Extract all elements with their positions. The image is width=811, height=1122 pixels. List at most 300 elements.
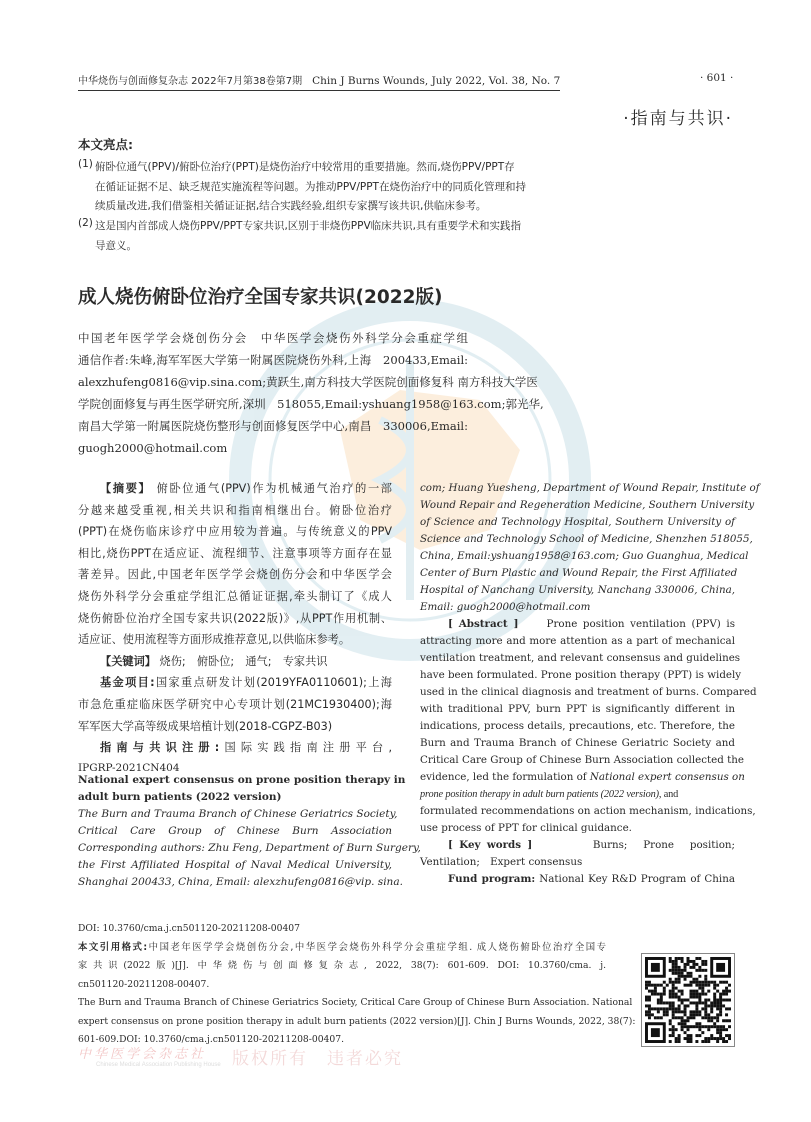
qr-module bbox=[669, 1001, 672, 1004]
qr-module bbox=[692, 996, 695, 999]
qr-module bbox=[725, 993, 728, 996]
qr-module bbox=[648, 990, 651, 993]
english-abstract-line bbox=[420, 786, 735, 803]
abstract-text: evidence, led the formulation of bbox=[420, 771, 590, 783]
qr-module bbox=[725, 1019, 728, 1022]
qr-module bbox=[698, 966, 701, 969]
qr-module bbox=[701, 990, 704, 993]
fund-line-group bbox=[78, 694, 392, 737]
qr-module bbox=[704, 1025, 707, 1028]
qr-module bbox=[675, 996, 678, 999]
qr-module bbox=[722, 1025, 725, 1028]
qr-module bbox=[689, 1025, 692, 1028]
qr-module bbox=[719, 1031, 722, 1034]
qr-module bbox=[692, 966, 695, 969]
english-abstract-line: with traditional PPV, burn PPT is significantly different in bbox=[420, 703, 735, 715]
qr-module bbox=[678, 1022, 681, 1025]
qr-module bbox=[687, 1004, 690, 1007]
qr-module bbox=[719, 1028, 722, 1031]
english-abstract-line: indications, process details, precautions, etc. Therefore, the bbox=[420, 720, 735, 732]
abstract-cn-line: 烧伤俯卧位治疗全国专家共识(2022版)》,从PPT作用机制、 bbox=[78, 611, 392, 625]
qr-module bbox=[725, 981, 728, 984]
qr-module bbox=[728, 990, 731, 993]
qr-module bbox=[713, 1037, 716, 1040]
qr-module bbox=[719, 1013, 722, 1016]
qr-module bbox=[687, 960, 690, 963]
author-line: alexzhufeng0816@vip.sina.com;黄跃生,南方科技大学医院创面修复科 南方科技大学医 bbox=[78, 375, 538, 389]
qr-module bbox=[645, 1013, 648, 1016]
qr-module bbox=[722, 1004, 725, 1007]
qr-module bbox=[695, 969, 698, 972]
qr-module bbox=[713, 1001, 716, 1004]
highlight-line: 俯卧位通气(PPV)/俯卧位治疗(PPT)是烧伤治疗中较常用的重要措施。然而,烧伤PPV/PPT存 bbox=[95, 161, 515, 173]
qr-module bbox=[695, 1013, 698, 1016]
cite-en-line: The Burn and Trauma Branch of Chinese Geriatrics Society, Critical Care Group of Chinese Burn Association. National bbox=[78, 997, 633, 1008]
qr-module bbox=[689, 966, 692, 969]
qr-module bbox=[663, 1010, 666, 1013]
qr-module bbox=[692, 1001, 695, 1004]
qr-module bbox=[722, 1019, 725, 1022]
qr-module bbox=[681, 990, 684, 993]
qr-module bbox=[675, 1040, 678, 1043]
qr-module bbox=[716, 1037, 719, 1040]
running-header bbox=[78, 72, 560, 91]
qr-module bbox=[701, 984, 704, 987]
qr-module bbox=[672, 1025, 675, 1028]
qr-module bbox=[672, 987, 675, 990]
qr-module bbox=[654, 987, 657, 990]
qr-module bbox=[689, 1037, 692, 1040]
qr-module bbox=[692, 981, 695, 984]
qr-module bbox=[675, 957, 678, 960]
qr-module bbox=[716, 1016, 719, 1019]
qr-module bbox=[669, 990, 672, 993]
guideline-title-italic: prone position therapy in adult burn patients (2022 version) bbox=[420, 789, 659, 800]
qr-module bbox=[728, 1019, 731, 1022]
qr-module bbox=[704, 1040, 707, 1043]
highlight-item bbox=[78, 217, 521, 256]
qr-module bbox=[687, 1037, 690, 1040]
qr-module bbox=[695, 993, 698, 996]
qr-module bbox=[722, 993, 725, 996]
qr-module bbox=[707, 990, 710, 993]
qr-module bbox=[678, 999, 681, 1002]
qr-module bbox=[707, 1040, 710, 1043]
qr-module bbox=[654, 990, 657, 993]
qr-module bbox=[701, 1007, 704, 1010]
qr-module bbox=[678, 1004, 681, 1007]
qr-module bbox=[684, 1022, 687, 1025]
qr-module bbox=[698, 996, 701, 999]
qr-module bbox=[725, 990, 728, 993]
qr-module bbox=[684, 975, 687, 978]
qr-module bbox=[704, 1001, 707, 1004]
qr-module bbox=[654, 1007, 657, 1010]
english-abstract-first-line bbox=[420, 616, 735, 633]
qr-module bbox=[684, 978, 687, 981]
qr-module bbox=[678, 1034, 681, 1037]
qr-module bbox=[666, 984, 669, 987]
qr-module bbox=[689, 972, 692, 975]
qr-module bbox=[719, 1034, 722, 1037]
qr-module bbox=[675, 1010, 678, 1013]
qr-module bbox=[695, 1001, 698, 1004]
qr-module bbox=[687, 972, 690, 975]
qr-module bbox=[692, 1025, 695, 1028]
qr-module bbox=[681, 1019, 684, 1022]
qr-module bbox=[663, 1001, 666, 1004]
qr-module bbox=[648, 981, 651, 984]
abstract-cn-line: 相比,烧伤PPT在适应证、流程细节、注意事项等方面存在显 bbox=[78, 546, 392, 560]
qr-module bbox=[669, 981, 672, 984]
qr-module bbox=[681, 960, 684, 963]
english-abstract-line: ventilation treatment, and relevant consensus and guidelines bbox=[420, 652, 741, 664]
qr-module bbox=[719, 1037, 722, 1040]
english-title-block bbox=[78, 772, 421, 891]
qr-module bbox=[707, 981, 710, 984]
qr-module bbox=[672, 960, 675, 963]
qr-module bbox=[689, 990, 692, 993]
qr-module bbox=[672, 963, 675, 966]
qr-module bbox=[713, 1004, 716, 1007]
qr-module bbox=[728, 1025, 731, 1028]
english-author-line: Center of Burn Plastic and Wound Repair, the First Affiliated bbox=[420, 567, 738, 579]
qr-module bbox=[654, 993, 657, 996]
highlight-line-group bbox=[95, 158, 526, 217]
qr-module bbox=[672, 1010, 675, 1013]
qr-module bbox=[657, 984, 660, 987]
qr-module bbox=[645, 1004, 648, 1007]
english-author-line: Hospital of Nanchang University, Nanchang 330006, China, bbox=[420, 584, 735, 596]
qr-module bbox=[701, 969, 704, 972]
qr-module bbox=[695, 984, 698, 987]
qr-module bbox=[701, 960, 704, 963]
english-abstract-text: Prone position ventilation (PPV) is bbox=[546, 618, 735, 630]
qr-module bbox=[663, 1007, 666, 1010]
qr-module bbox=[678, 957, 681, 960]
qr-module bbox=[704, 1016, 707, 1019]
cite-text: 中国老年医学学会烧创伤分会,中华医学会烧伤外科学分会重症学组. 成人烧伤俯卧位治疗全国专 bbox=[147, 941, 607, 953]
highlight-line: 这是国内首部成人烧伤PPV/PPT专家共识,区别于非烧伤PPV临床共识,具有重要学术和实践指 bbox=[95, 220, 521, 232]
qr-module bbox=[651, 1013, 654, 1016]
qr-module bbox=[672, 1034, 675, 1037]
qr-module bbox=[669, 1028, 672, 1031]
qr-module bbox=[675, 1037, 678, 1040]
qr-module bbox=[692, 1013, 695, 1016]
qr-module bbox=[719, 1001, 722, 1004]
author-line: 南昌大学第一附属医院烧伤整形与创面修复医学中心,南昌 330006,Email: bbox=[78, 419, 468, 433]
qr-module bbox=[657, 1007, 660, 1010]
qr-module bbox=[660, 1001, 663, 1004]
fund-line: 军军医大学高等级成果培植计划(2018-CGPZ-B03) bbox=[78, 719, 333, 733]
english-keywords-text: Ventilation; Expert consensus bbox=[420, 856, 583, 868]
english-author-line: com; Huang Yuesheng, Department of Wound Repair, Institute of bbox=[420, 482, 760, 494]
keywords-cn bbox=[78, 651, 392, 673]
qr-module bbox=[657, 999, 660, 1002]
english-author-line: Critical Care Group of Chinese Burn Association bbox=[78, 825, 392, 837]
qr-module bbox=[669, 1004, 672, 1007]
qr-module bbox=[672, 1007, 675, 1010]
qr-module bbox=[645, 1010, 648, 1013]
highlight-line: 导意义。 bbox=[95, 239, 137, 252]
qr-module bbox=[710, 1004, 713, 1007]
qr-module bbox=[675, 1016, 678, 1019]
english-keywords-label: [ Key words ] bbox=[448, 839, 533, 851]
qr-module bbox=[689, 960, 692, 963]
qr-module bbox=[675, 1028, 678, 1031]
cite-cn-line: 家共识(2022版)[J]. 中华烧伤与创面修复杂志, 2022, 38(7): 601-609. DOI: 10.3760/cma. j. bbox=[78, 960, 606, 971]
qr-module bbox=[716, 1028, 719, 1031]
qr-module bbox=[678, 1040, 681, 1043]
qr-module bbox=[681, 993, 684, 996]
qr-module bbox=[719, 1004, 722, 1007]
highlight-item bbox=[78, 158, 526, 217]
qr-module bbox=[684, 1037, 687, 1040]
qr-module bbox=[669, 1022, 672, 1025]
qr-module bbox=[678, 972, 681, 975]
qr-module bbox=[675, 978, 678, 981]
qr-module bbox=[672, 993, 675, 996]
qr-module bbox=[704, 975, 707, 978]
qr-module bbox=[698, 1001, 701, 1004]
qr-module bbox=[695, 1010, 698, 1013]
qr-module bbox=[663, 993, 666, 996]
qr-module bbox=[687, 1034, 690, 1037]
english-title-line-group bbox=[78, 772, 406, 806]
qr-module bbox=[645, 981, 648, 984]
english-abstract-column bbox=[420, 480, 760, 888]
abstract-text: , and bbox=[658, 789, 679, 800]
qr-module bbox=[719, 993, 722, 996]
qr-module bbox=[660, 993, 663, 996]
abstract-cn-line: 著差异。因此,中国老年医学学会烧创伤分会和中华医学会 bbox=[78, 568, 392, 582]
qr-module bbox=[648, 1016, 651, 1019]
qr-module bbox=[695, 981, 698, 984]
qr-module bbox=[687, 984, 690, 987]
page-number: · 601 · bbox=[700, 72, 734, 84]
qr-module bbox=[701, 963, 704, 966]
qr-module bbox=[687, 1019, 690, 1022]
english-author-line: of Science and Technology Hospital, Southern University of bbox=[420, 516, 735, 528]
qr-module bbox=[725, 1007, 728, 1010]
cite-en-line: expert consensus on prone position therapy in adult burn patients (2022 version)[J]. Chin J Burns Wounds, 2022, 38(7): bbox=[78, 1015, 636, 1027]
qr-module bbox=[675, 966, 678, 969]
qr-module bbox=[698, 1034, 701, 1037]
qr-module bbox=[675, 1007, 678, 1010]
qr-module bbox=[713, 1025, 716, 1028]
qr-module bbox=[663, 981, 666, 984]
qr-code bbox=[641, 953, 735, 1047]
english-author-line: Science and Technology School of Medicine, Shenzhen 518055, bbox=[420, 533, 753, 545]
author-line: 中国老年医学学会烧创伤分会 中华医学会烧伤外科学分会重症学组 bbox=[78, 331, 468, 345]
qr-module bbox=[678, 966, 681, 969]
qr-module bbox=[710, 1007, 713, 1010]
qr-module bbox=[695, 957, 698, 960]
qr-module bbox=[657, 993, 660, 996]
qr-module bbox=[672, 966, 675, 969]
qr-module bbox=[648, 1013, 651, 1016]
english-abstract-label: [ Abstract ] bbox=[448, 618, 519, 630]
english-author-line: the First Affiliated Hospital of Naval Medical University, bbox=[78, 859, 392, 871]
fund-line: 市急危重症临床医学研究中心专项计划(21MC1930400);海 bbox=[78, 697, 392, 711]
abstract-cn-line-group bbox=[78, 500, 392, 651]
qr-module bbox=[666, 1010, 669, 1013]
qr-module bbox=[725, 1028, 728, 1031]
qr-module bbox=[713, 1022, 716, 1025]
qr-module bbox=[707, 1016, 710, 1019]
qr-finder bbox=[716, 963, 725, 972]
qr-module bbox=[707, 1037, 710, 1040]
qr-code-image bbox=[645, 957, 731, 1043]
qr-module bbox=[710, 1037, 713, 1040]
qr-module bbox=[678, 1010, 681, 1013]
english-abstract-line: formulated recommendations on action mechanism, indications, bbox=[420, 805, 756, 817]
english-author-line-group bbox=[78, 806, 421, 891]
qr-module bbox=[669, 993, 672, 996]
qr-module bbox=[675, 969, 678, 972]
qr-module bbox=[698, 969, 701, 972]
qr-module bbox=[695, 1034, 698, 1037]
qr-module bbox=[669, 1034, 672, 1037]
journal-name-cn: 中华烧伤与创面修复杂志 2022年7月第38卷第7期 bbox=[78, 76, 303, 87]
author-affiliations bbox=[78, 327, 544, 459]
qr-module bbox=[695, 996, 698, 999]
qr-module bbox=[713, 981, 716, 984]
qr-module bbox=[704, 960, 707, 963]
qr-module bbox=[695, 1004, 698, 1007]
qr-module bbox=[722, 1040, 725, 1043]
cite-label: 本文引用格式: bbox=[78, 941, 148, 953]
cite-cn-line-group bbox=[78, 957, 606, 994]
qr-module bbox=[648, 1010, 651, 1013]
qr-module bbox=[684, 969, 687, 972]
qr-module bbox=[684, 1004, 687, 1007]
qr-module bbox=[698, 999, 701, 1002]
qr-module bbox=[684, 1007, 687, 1010]
qr-module bbox=[716, 1004, 719, 1007]
qr-module bbox=[681, 1001, 684, 1004]
qr-module bbox=[698, 1022, 701, 1025]
abstract-cn-first-line bbox=[78, 478, 392, 500]
qr-module bbox=[695, 990, 698, 993]
highlight-number: (1) bbox=[78, 158, 93, 170]
qr-module bbox=[704, 1007, 707, 1010]
registration-text: 国际实践指南注册平台, bbox=[219, 741, 392, 755]
qr-module bbox=[728, 1037, 731, 1040]
publisher-logo-cn: 中华医学会杂志社 bbox=[78, 1047, 207, 1062]
qr-module bbox=[719, 981, 722, 984]
qr-module bbox=[681, 969, 684, 972]
qr-module bbox=[645, 984, 648, 987]
qr-module bbox=[710, 981, 713, 984]
qr-module bbox=[707, 1019, 710, 1022]
qr-module bbox=[692, 993, 695, 996]
qr-module bbox=[695, 1025, 698, 1028]
english-abstract-line: attracting more and more attention as a part of mechanical bbox=[420, 635, 735, 647]
qr-module bbox=[728, 1034, 731, 1037]
registration-id: IPGRP-2021CN404 bbox=[78, 761, 180, 774]
qr-module bbox=[728, 1007, 731, 1010]
qr-module bbox=[704, 963, 707, 966]
qr-module bbox=[716, 1040, 719, 1043]
english-author-line: China, Email:yshuang1958@163.com; Guo Guanghua, Medical bbox=[420, 550, 749, 562]
qr-module bbox=[716, 1031, 719, 1034]
qr-module bbox=[689, 1016, 692, 1019]
qr-module bbox=[701, 1031, 704, 1034]
qr-module bbox=[698, 1028, 701, 1031]
english-abstract-line-group bbox=[420, 633, 757, 769]
qr-module bbox=[689, 1001, 692, 1004]
fund-cn bbox=[78, 672, 392, 694]
qr-module bbox=[684, 999, 687, 1002]
qr-module bbox=[698, 1010, 701, 1013]
qr-module bbox=[678, 978, 681, 981]
section-label: ·指南与共识· bbox=[623, 109, 733, 129]
qr-module bbox=[689, 1013, 692, 1016]
qr-module bbox=[672, 990, 675, 993]
english-author-line: Email: guogh2000@hotmail.com bbox=[420, 601, 591, 613]
qr-module bbox=[689, 1010, 692, 1013]
qr-module bbox=[689, 984, 692, 987]
qr-module bbox=[669, 996, 672, 999]
qr-finder bbox=[651, 963, 660, 972]
english-author-line: Wound Repair and Regeneration Medicine, Southern University bbox=[420, 499, 755, 511]
abstract-text: 俯卧位通气(PPV)作为机械通气治疗的一部 bbox=[151, 482, 392, 495]
qr-module bbox=[681, 975, 684, 978]
highlight-line: 在循证证据不足、缺乏规范实施流程等问题。为推动PPV/PPT在烧伤治疗中的同质化管理和持 bbox=[95, 180, 526, 193]
qr-module bbox=[722, 1028, 725, 1031]
qr-module bbox=[689, 993, 692, 996]
qr-module bbox=[719, 1025, 722, 1028]
qr-module bbox=[669, 978, 672, 981]
abstract-cn-line: 分越来越受重视,相关共识和指南相继出台。俯卧位治疗 bbox=[78, 503, 392, 517]
qr-module bbox=[681, 1010, 684, 1013]
qr-module bbox=[681, 1028, 684, 1031]
qr-module bbox=[707, 984, 710, 987]
qr-module bbox=[707, 1004, 710, 1007]
qr-module bbox=[701, 1001, 704, 1004]
qr-module bbox=[698, 975, 701, 978]
qr-module bbox=[722, 990, 725, 993]
qr-module bbox=[651, 1007, 654, 1010]
english-author-line: Shanghai 200433, China, Email: alexzhufeng0816@vip. sina. bbox=[78, 876, 403, 888]
qr-module bbox=[666, 1013, 669, 1016]
qr-module bbox=[716, 984, 719, 987]
qr-module bbox=[672, 996, 675, 999]
qr-module bbox=[672, 1001, 675, 1004]
qr-module bbox=[666, 1007, 669, 1010]
english-keywords-text: Burns; Prone position; bbox=[592, 839, 735, 851]
qr-module bbox=[672, 1016, 675, 1019]
qr-module bbox=[681, 999, 684, 1002]
qr-module bbox=[672, 1004, 675, 1007]
qr-module bbox=[698, 993, 701, 996]
journal-name-en: Chin J Burns Wounds, July 2022, Vol. 38, No. 7 bbox=[312, 75, 561, 87]
qr-module bbox=[672, 1028, 675, 1031]
qr-module bbox=[681, 972, 684, 975]
qr-module bbox=[704, 999, 707, 1002]
qr-module bbox=[692, 963, 695, 966]
qr-module bbox=[725, 1040, 728, 1043]
abstract-label: 【摘要】 bbox=[100, 482, 152, 495]
qr-module bbox=[710, 1019, 713, 1022]
fund-label: 基金项目: bbox=[100, 676, 155, 690]
keywords-label: 【关键词】 bbox=[100, 654, 156, 668]
qr-module bbox=[722, 999, 725, 1002]
qr-module bbox=[687, 957, 690, 960]
qr-module bbox=[645, 999, 648, 1002]
qr-module bbox=[704, 1010, 707, 1013]
